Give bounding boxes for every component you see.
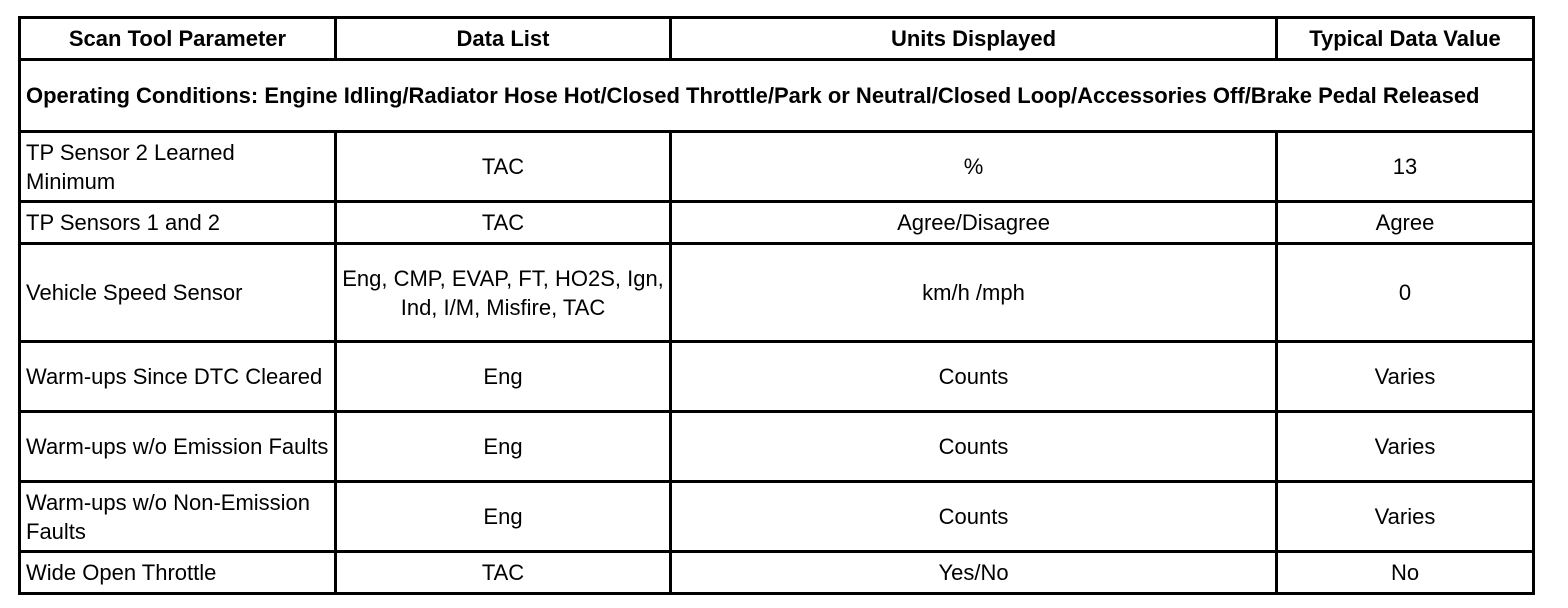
units-cell: Yes/No (671, 552, 1277, 594)
data-list-cell: TAC (336, 132, 671, 202)
units-cell: % (671, 132, 1277, 202)
parameter-cell: Wide Open Throttle (20, 552, 336, 594)
typical-value-cell: Varies (1277, 412, 1534, 482)
data-list-cell: Eng (336, 412, 671, 482)
units-cell: Counts (671, 412, 1277, 482)
typical-value-cell: Varies (1277, 482, 1534, 552)
units-cell: km/h /mph (671, 244, 1277, 342)
units-cell: Counts (671, 482, 1277, 552)
scan-tool-data-table (18, 16, 1535, 595)
table-row (20, 482, 1534, 552)
header-units-displayed: Units Displayed (671, 18, 1277, 60)
data-list-cell: Eng, CMP, EVAP, FT, HO2S, Ign, Ind, I/M, Misfire, TAC (336, 244, 671, 342)
table-row (20, 202, 1534, 244)
table-row (20, 412, 1534, 482)
data-list-cell: Eng (336, 482, 671, 552)
operating-conditions: Operating Conditions: Engine Idling/Radiator Hose Hot/Closed Throttle/Park or Neutral/Closed Loop/Accessories Off/Brake Pedal Released (20, 60, 1534, 132)
typical-value-cell: Agree (1277, 202, 1534, 244)
parameter-cell: Warm-ups w/o Emission Faults (20, 412, 336, 482)
table-header (20, 18, 1534, 60)
table-row (20, 552, 1534, 594)
typical-value-cell: Varies (1277, 342, 1534, 412)
data-list-cell: TAC (336, 202, 671, 244)
table-row (20, 244, 1534, 342)
parameter-cell: TP Sensor 2 Learned Minimum (20, 132, 336, 202)
units-cell: Counts (671, 342, 1277, 412)
table-body (20, 60, 1534, 594)
parameter-cell: TP Sensors 1 and 2 (20, 202, 336, 244)
units-cell: Agree/Disagree (671, 202, 1277, 244)
header-typical-data-value: Typical Data Value (1277, 18, 1534, 60)
data-list-cell: Eng (336, 342, 671, 412)
typical-value-cell: 13 (1277, 132, 1534, 202)
data-list-cell: TAC (336, 552, 671, 594)
parameter-cell: Warm-ups Since DTC Cleared (20, 342, 336, 412)
table-row (20, 342, 1534, 412)
typical-value-cell: No (1277, 552, 1534, 594)
header-data-list: Data List (336, 18, 671, 60)
typical-value-cell: 0 (1277, 244, 1534, 342)
operating-conditions-row (20, 60, 1534, 132)
header-row (20, 18, 1534, 60)
parameter-cell: Vehicle Speed Sensor (20, 244, 336, 342)
parameter-cell: Warm-ups w/o Non-Emission Faults (20, 482, 336, 552)
table-row (20, 132, 1534, 202)
header-scan-tool-parameter: Scan Tool Parameter (20, 18, 336, 60)
